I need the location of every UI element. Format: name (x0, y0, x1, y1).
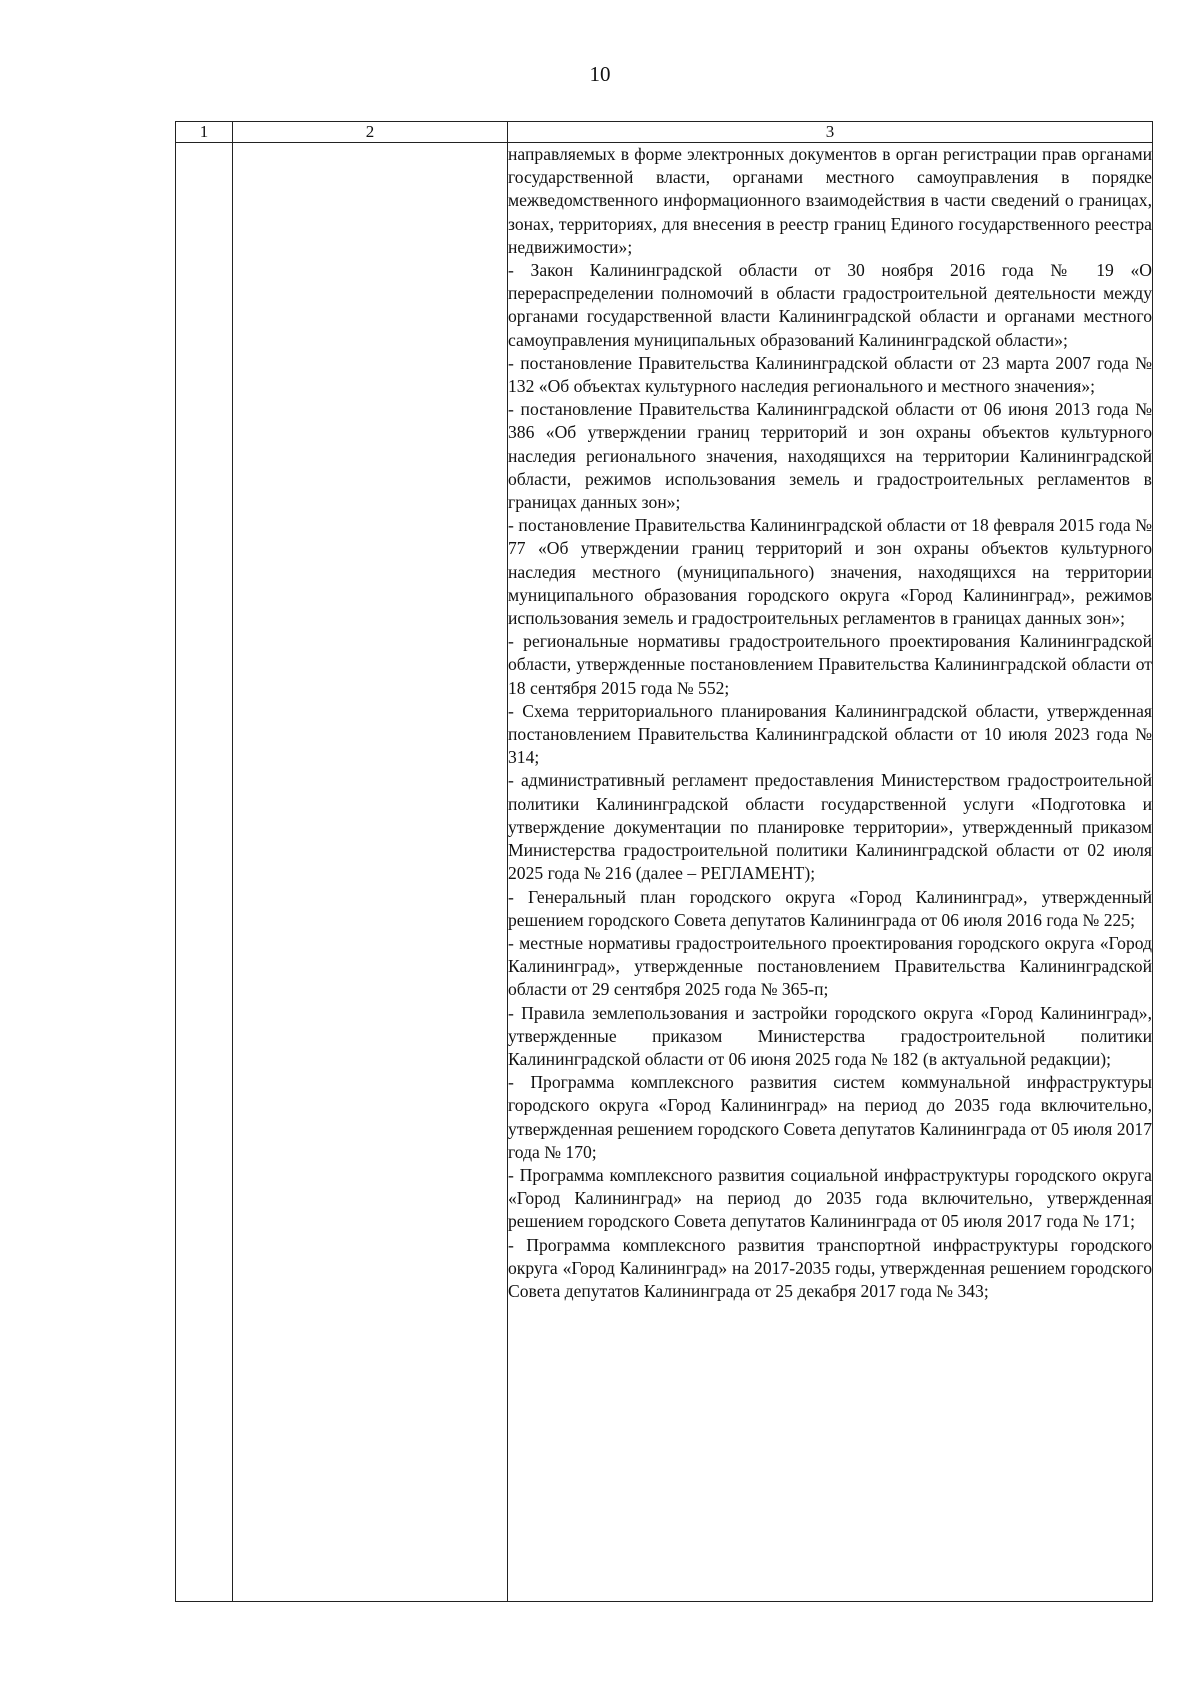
list-item: - постановление Правительства Калининградской области от 23 марта 2007 года № 132 «Об объектах культурного наследия регионального и местного значения»; (508, 352, 1152, 397)
list-item: - Закон Калининградской области от 30 ноября 2016 года № 19 «О перераспределении полномочий в области градостроительной деятельности между органами государственной власти Калининградской области и органами местного самоуправления муниципальных образований Калининградской области»; (508, 260, 1152, 350)
page-number: 10 (589, 62, 611, 86)
cell-col-2 (233, 143, 508, 1602)
list-item: - Программа комплексного развития транспортной инфраструктуры городского округа «Город Калининград» на 2017-2035 годы, утвержденная решением городского Совета депутатов Калининграда от 25 декабря 2017 года № 343; (508, 1234, 1152, 1301)
list-item: - постановление Правительства Калининградской области от 06 июня 2013 года № 386 «Об утверждении границ территорий и зон охраны объектов культурного наследия регионального значения, находящихся на территории Калининградской области, режимов использования земель и градостроительных регламентов в границах данных зон»; (508, 399, 1152, 513)
list-item: - Правила землепользования и застройки городского округа «Город Калининград», утвержденные приказом Министерства градостроительной политики Калининградской области от 06 июня 2025 года № 182 (в актуальной редакции); (508, 1002, 1152, 1069)
list-item: - Программа комплексного развития социальной инфраструктуры городского округа «Город Калининград» на период до 2035 года включительно, утвержденная решением городского Совета депутатов Калининграда от 05 июля 2017 года № 171; (508, 1164, 1152, 1232)
cell-col-1 (176, 143, 233, 1602)
list-item: - Генеральный план городского округа «Город Калининград», утвержденный решением городского Совета депутатов Калининграда от 06 июля 2016 года № 225; (508, 886, 1152, 930)
paragraph-continuation: направляемых в форме электронных документов в орган регистрации прав органами государственной власти, органами местного самоуправления в порядке межведомственного информационного взаимодействия в части сведений о границах, зонах, территориях, для внесения в реестр границ Единого государственного реестра недвижимости»; (508, 144, 1152, 257)
cell-col-3 (508, 143, 1153, 1602)
list-item: - местные нормативы градостроительного проектирования городского округа «Город Калининград», утвержденные постановлением Правительства Калининградской области от 29 сентября 2025 года № 365-п; (508, 932, 1152, 1000)
table-row (176, 143, 1153, 1602)
list-item: - административный регламент предоставления Министерством градостроительной политики Калининградской области государственной услуги «Подготовка и утверждение документации по планировке территории», утвержденный приказом Министерства градостроительной политики Калининградской области от 02 июля 2025 года № 216 (далее – РЕГЛАМЕНТ); (508, 770, 1152, 884)
list-item: - Схема территориального планирования Калининградской области, утвержденная постановлением Правительства Калининградской области от 10 июля 2023 года № 314; (508, 700, 1152, 768)
column-header-2: 2 (233, 122, 508, 143)
list-item: - постановление Правительства Калининградской области от 18 февраля 2015 года № 77 «Об утверждении границ территорий и зон охраны объектов культурного наследия местного (муниципального) значения, находящихся на территории муниципального образования городского округа «Город Калининград», режимов использования земель и градостроительных регламентов в границах данных зон»; (508, 515, 1152, 629)
document-table (175, 121, 1153, 1602)
table-header-row (176, 122, 1153, 143)
column-header-1: 1 (176, 122, 233, 143)
list-item: - региональные нормативы градостроительного проектирования Калининградской области, утвержденные постановлением Правительства Калининградской области от 18 сентября 2015 года № 552; (508, 631, 1152, 698)
column-header-3: 3 (508, 122, 1153, 143)
list-item: - Программа комплексного развития систем коммунальной инфраструктуры городского округа «Город Калининград» на период до 2035 года включительно, утвержденная решением городского Совета депутатов Калининграда от 05 июля 2017 года № 170; (508, 1072, 1152, 1162)
